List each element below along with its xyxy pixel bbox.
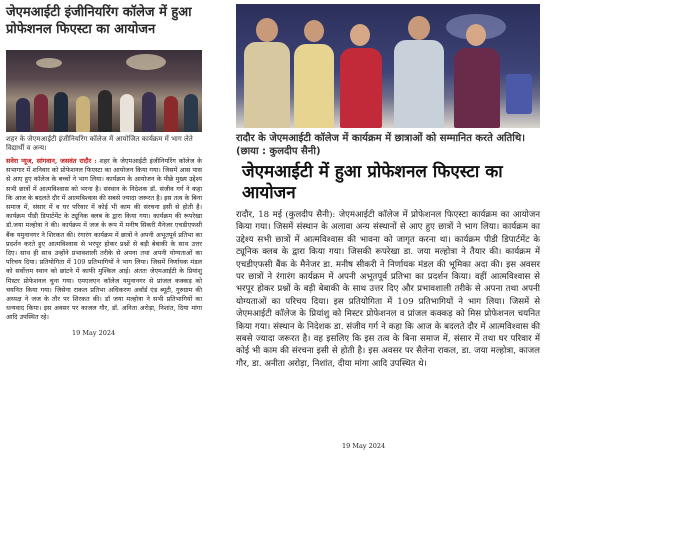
left-news-clipping bbox=[6, 4, 202, 337]
guest-figure bbox=[294, 44, 334, 128]
stage-light bbox=[126, 54, 166, 70]
person-figure bbox=[76, 96, 90, 132]
guest-head bbox=[408, 16, 430, 40]
person-figure bbox=[120, 94, 134, 132]
person-figure bbox=[34, 94, 48, 132]
left-article-body bbox=[6, 157, 202, 323]
guest-head bbox=[256, 18, 278, 42]
left-event-photo bbox=[6, 50, 202, 132]
person-figure bbox=[164, 96, 178, 132]
right-article-body: रादौर, 18 मई (कुलदीप सैनी): जेएमआईटी कॉलेज में प्रोफेशनल फिएस्टा कार्यक्रम का आयोजन किया गया। जिसमें संस्थान के अलावा अन्य संस्थानों से आए हुए छात्रों ने भाग लिया। कार्यक्रम का उद्देश्य सभी छात्रों में आत्मविश्वास की भावना को जागृत करना था। कार्यक्रम पीडी डिपार्टमेंट के ट्यूनिक क्लब के द्वारा किया गया। जिसकी रूपरेखा डा. जया मल्होत्रा ने तैयार की। कार्यक्रम में एचडीएफसी बैंक के मैनेजर डा. मनीष सीकरी ने निर्णायक मंडल की भूमिका अदा की। इस अवसर पर छात्रों ने रंगारंग कार्यक्रम में अपनी अभूतपूर्व प्रतिभा का प्रदर्शन किया। वहीं आत्मविश्वास से भरपूर होकर प्रश्नों के बड़ी बेबाकी के साथ उत्तर दिए और प्रभावशाली तरीके से अपना तथा अपनी योग्यताओं का परिचय दिया। इस प्रतियोगिता में 109 प्रतिभागियों ने भाग लिया। जिसमें से जेएमआईटी कॉलेज के प्रियांशु को मिस्टर प्रोफेशनल व प्रांजल कक्कड़ को मिस प्रोफेशनल चयनित किया गया। संस्थान के निदेशक डा. संजीव गर्ग ने कहा कि आज के बदलते दौर में आत्मविश्वास की सबसे ज्यादा जरूरत है। वह इसलिए कि इस तत्व के बिना समाज में, संसार में तथा घर परिवार में कोई भी काम की संरचना इसी से होती है। इस अवसर पर सैलेना राकल, डा. जया मल्होत्रा, काजल गौर, डा. अनीता अरोड़ा, निशांत, दीया मांगा आदि उपस्थित थे। bbox=[236, 210, 540, 369]
person-figure bbox=[16, 98, 30, 132]
right-date: 19 May 2024 bbox=[342, 442, 386, 450]
person-figure bbox=[98, 90, 112, 132]
student-figure bbox=[454, 48, 500, 128]
left-body-text: शहर के जेएमआईटी इंजीनियरिंग कॉलेज के सभागार में शनिवार को प्रोफेशनल फिएस्टा का आयोजन किया गया। जिसमें आस पास से आए हुए कॉलेज के बच्चों ने भाग लिया। कार्यक्रम के आयोजन के पीछे मुख्य उद्देश्य सभी छात्रों में आत्मविश्वास को भरना है। संस्थान के निदेशक डॉ. संजीव गर्ग ने कहा कि आज के बदलते दौर में आत्मविश्वास की सबसे ज्यादा जरूरत है। इस तत्व के बिना समाज में, संसार में व घर परिवार में कोई भी काम की संरचना इसी से होती है। कार्यक्रम पीडी डिपार्टमेंट के ट्यूनिक क्लब के द्वारा किया गया। कार्यक्रम की रूपरेखा डॉ.जया मल्होत्रा ने की। कार्यक्रम में जज के रूप में मनीष सिकरी मैनेजर एचडीएफसी बैंक यमुनानगर ने शिरकत की। रंगारंग कार्यक्रम में छात्रों ने अपनी अभूतपूर्व प्रतिभा का प्रदर्शन करते हुए आत्मविश्वास से भरपूर होकर प्रश्नों से बड़ी बेबाकी के साथ उत्तर दिए। साथ ही साथ उन्होंने प्रभावशाली तरीके से अपना तथा अपनी योग्यताओं का परिचय दिया। प्रतियोगिता में 109 प्रतिभागियों ने भाग लिया। जिसमें निर्णायक मंडल को सर्वोत्तम स्थान को छांटने में काफी मुश्किल आई। अंततः जेएमआईटी के प्रियांशु मिस्टर प्रोफेशनल चुना गया। एमएलएन कॉलेज यमुनानगर से प्रांजल कक्कड़ को चयनित किया गया। जिसेना राकल प्रतिभा अधिकरण अवॉर्ड एंड ब्यूटी, गुरुग्राम की अध्यक्ष ने जज के तौर पर शिरकत की। डॉ जया मल्होत्रा ने सभी प्रतिभागियों का धन्यवाद किया। इस अवसर पर काजल गौर, डॉ. अनिता अरोड़ा, निशांत, दिया मांगा आदि उपस्थित रहे। bbox=[6, 157, 202, 322]
student-head bbox=[466, 24, 486, 46]
left-photo-caption: शहर के जेएमआईटी इंजीनियरिंग कॉलेज में आयोजित कार्यक्रम में भाग लेते विद्यार्थी व अन्य। bbox=[6, 135, 193, 152]
person-figure bbox=[54, 92, 68, 132]
right-news-clipping bbox=[236, 4, 540, 450]
stage-light bbox=[36, 58, 62, 68]
stage-banner bbox=[506, 74, 532, 114]
guest-head bbox=[304, 20, 324, 42]
left-byline: सवेरा न्यूज, सांगवान, जसवंत रादौर : bbox=[6, 157, 97, 165]
right-photo-caption: रादौर के जेएमआईटी कॉलेज में कार्यक्रम में छात्राओं को सम्मानित करते अतिथि। (छाया : कुलदीप सैनी) bbox=[236, 133, 526, 157]
student-figure bbox=[340, 48, 382, 128]
right-headline: जेएमआईटी में हुआ प्रोफेशनल फिएस्टा का आयोजन bbox=[242, 162, 503, 203]
right-event-photo bbox=[236, 4, 540, 128]
person-figure bbox=[184, 94, 198, 132]
left-headline: जेएमआईटी इंजीनियरिंग कॉलेज में हुआ प्रोफेशनल फिएस्टा का आयोजन bbox=[6, 5, 192, 37]
guest-figure bbox=[244, 42, 290, 128]
person-figure bbox=[142, 92, 156, 132]
student-head bbox=[350, 24, 370, 46]
left-date: 19 May 2024 bbox=[72, 328, 116, 337]
guest-figure bbox=[394, 40, 444, 128]
